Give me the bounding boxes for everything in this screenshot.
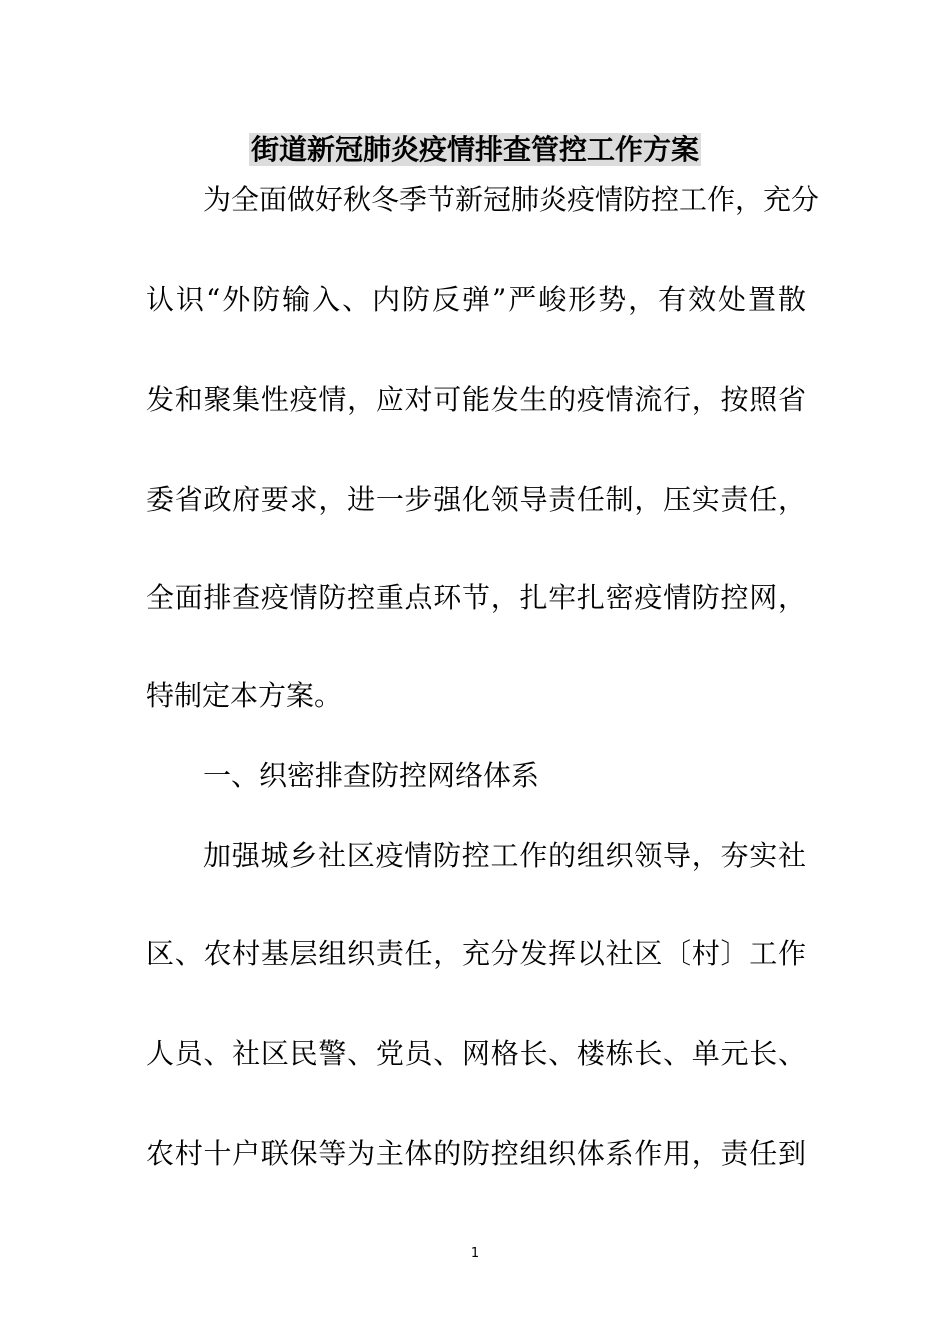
document-title xyxy=(0,130,950,170)
paragraph-line-5: 全面排查疫情防控重点环节，扎牢扎密疫情防控网， xyxy=(146,581,806,614)
paragraph-line-1: 为全面做好秋冬季节新冠肺炎疫情防控工作，充分 xyxy=(203,183,820,216)
paragraph-line-2: 认识“外防输入、内防反弹”严峻形势，有效处置散 xyxy=(146,283,806,316)
document-title-text: 街道新冠肺炎疫情排查管控工作方案 xyxy=(250,133,699,166)
paragraph-line-4: 委省政府要求，进一步强化领导责任制，压实责任， xyxy=(146,483,806,516)
section-heading: 一、织密排查防控网络体系 xyxy=(203,759,540,792)
paragraph-line-10: 农村十户联保等为主体的防控组织体系作用，责任到 xyxy=(146,1137,806,1170)
paragraph-line-8: 区、农村基层组织责任，充分发挥以社区〔村〕工作 xyxy=(146,937,806,970)
paragraph-line-7: 加强城乡社区疫情防控工作的组织领导，夯实社 xyxy=(203,839,806,872)
paragraph-line-3: 发和聚集性疫情，应对可能发生的疫情流行，按照省 xyxy=(146,383,806,416)
paragraph-line-6: 特制定本方案。 xyxy=(146,679,343,712)
page-number: 1 xyxy=(470,1246,480,1261)
paragraph-line-9: 人员、社区民警、党员、网格长、楼栋长、单元长、 xyxy=(146,1037,806,1070)
